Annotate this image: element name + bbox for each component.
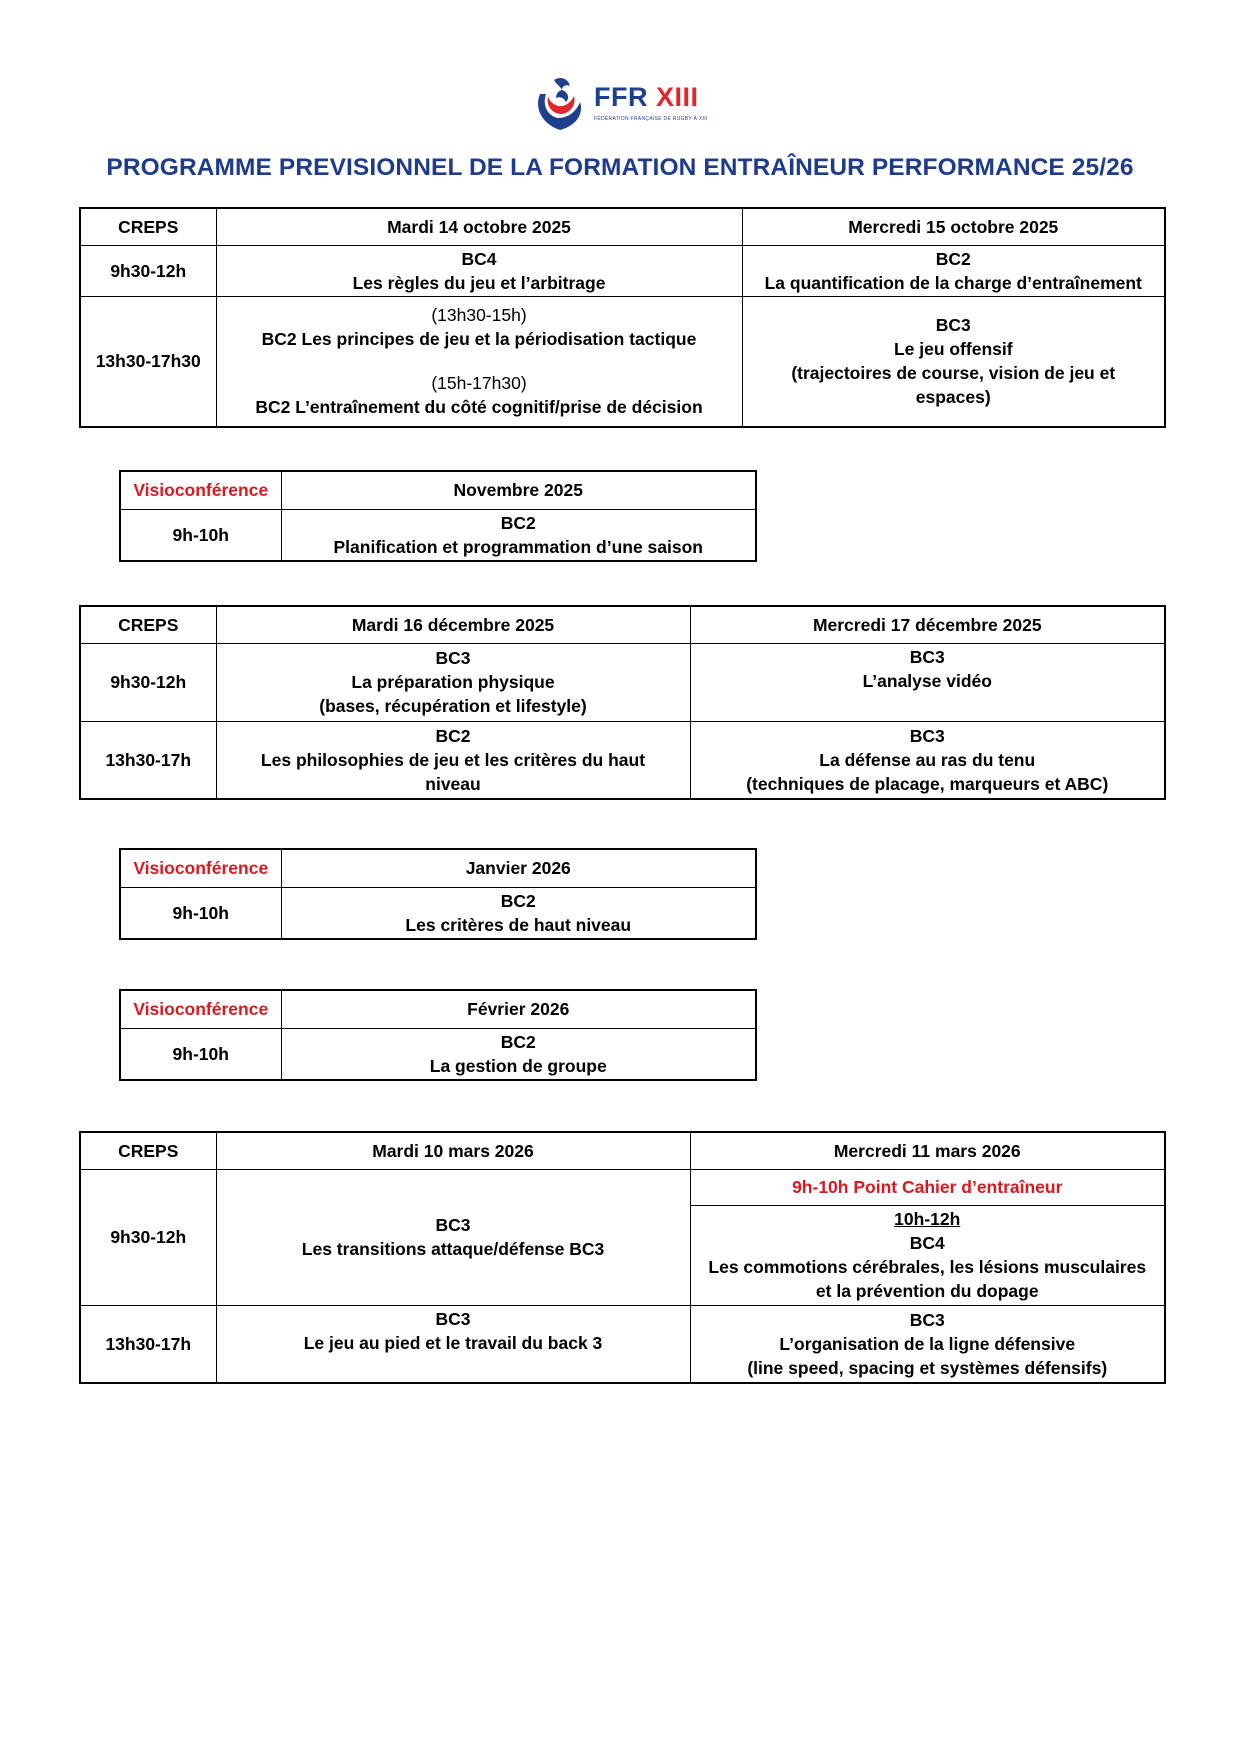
point-cahier-entraineur: 9h-10h Point Cahier d’entraîneur bbox=[690, 1169, 1165, 1205]
session-cell bbox=[216, 643, 690, 721]
time-slot: 13h30-17h30 bbox=[80, 296, 216, 427]
visio-label: Visioconférence bbox=[120, 849, 281, 887]
session-code: BC3 bbox=[909, 725, 945, 746]
time-slot: 13h30-17h bbox=[80, 1305, 216, 1383]
session-detail: (bases, récupération et lifestyle) bbox=[319, 696, 587, 716]
time-slot: 9h-10h bbox=[120, 1028, 281, 1080]
session-title: La défense au ras du tenu bbox=[819, 749, 1036, 770]
time-slot: 9h30-12h bbox=[80, 643, 216, 721]
header-day-1: Mardi 16 décembre 2025 bbox=[216, 606, 690, 643]
schedule-table-october bbox=[79, 207, 1166, 428]
session-cell bbox=[281, 1028, 756, 1080]
visio-table-february bbox=[119, 989, 757, 1081]
session-code: BC2 bbox=[500, 1031, 536, 1052]
logo-brand-accent: XIII bbox=[656, 82, 699, 112]
session-cell bbox=[690, 1205, 1165, 1305]
visio-table-january bbox=[119, 848, 757, 940]
session-title: Les transitions attaque/défense BC3 bbox=[301, 1239, 605, 1259]
session-subtime: (13h30-15h) bbox=[431, 305, 527, 326]
session-code: BC3 bbox=[909, 646, 945, 667]
session-subtime: (15h-17h30) bbox=[431, 373, 527, 394]
session-subtime: 10h-12h bbox=[894, 1209, 961, 1229]
session-cell bbox=[690, 1305, 1165, 1383]
ffr-xiii-logo bbox=[532, 74, 712, 134]
session-title: La quantification de la charge d’entraînement bbox=[764, 272, 1142, 293]
session-code: BC3 bbox=[435, 648, 471, 668]
time-slot: 13h30-17h bbox=[80, 721, 216, 799]
session-code: BC2 bbox=[435, 725, 471, 746]
session-code: BC3 bbox=[935, 315, 971, 336]
rooster-emblem-icon bbox=[532, 74, 590, 134]
session-detail: (line speed, spacing et systèmes défensifs) bbox=[747, 1357, 1108, 1378]
visio-month: Février 2026 bbox=[281, 990, 756, 1028]
visio-label: Visioconférence bbox=[120, 471, 281, 509]
session-code: BC2 bbox=[500, 890, 536, 911]
session-cell bbox=[281, 887, 756, 939]
session-cell bbox=[281, 509, 756, 561]
session-title: La gestion de groupe bbox=[429, 1055, 607, 1076]
visio-table-november bbox=[119, 470, 757, 562]
header-day-1: Mardi 10 mars 2026 bbox=[216, 1132, 690, 1169]
header-day-2: Mercredi 15 octobre 2025 bbox=[742, 208, 1165, 245]
session-cell bbox=[216, 245, 742, 296]
session-title: Les commotions cérébrales, les lésions musculaires bbox=[708, 1257, 1147, 1277]
schedule-table-march bbox=[79, 1131, 1166, 1384]
session-title: niveau bbox=[425, 773, 481, 794]
session-code: BC3 bbox=[909, 1309, 945, 1330]
visio-label: Visioconférence bbox=[120, 990, 281, 1028]
session-title: Le jeu offensif bbox=[893, 339, 1013, 360]
session-title: BC2 L’entraînement du côté cognitif/prise de décision bbox=[255, 397, 703, 418]
session-title: Les philosophies de jeu et les critères du haut bbox=[260, 749, 646, 770]
visio-month: Novembre 2025 bbox=[281, 471, 756, 509]
session-cell bbox=[690, 643, 1165, 721]
time-slot: 9h30-12h bbox=[80, 1169, 216, 1305]
session-code: BC2 bbox=[500, 512, 536, 533]
session-cell bbox=[690, 721, 1165, 799]
session-code: BC4 bbox=[461, 248, 497, 269]
session-title: et la prévention du dopage bbox=[815, 1281, 1039, 1301]
session-cell bbox=[216, 721, 690, 799]
time-slot: 9h30-12h bbox=[80, 245, 216, 296]
session-title: BC2 Les principes de jeu et la périodisation tactique bbox=[261, 329, 697, 350]
header-day-2: Mercredi 17 décembre 2025 bbox=[690, 606, 1165, 643]
page-title: PROGRAMME PREVISIONNEL DE LA FORMATION ENTRAÎNEUR PERFORMANCE 25/26 bbox=[106, 154, 1134, 181]
session-title: Le jeu au pied et le travail du back 3 bbox=[303, 1332, 603, 1353]
session-cell bbox=[742, 245, 1165, 296]
session-title: La préparation physique bbox=[351, 672, 555, 692]
session-cell bbox=[216, 296, 742, 427]
session-code: BC2 bbox=[935, 248, 971, 269]
logo-brand: FFR bbox=[594, 82, 648, 112]
session-cell bbox=[216, 1305, 690, 1383]
session-code: BC3 bbox=[435, 1308, 471, 1329]
session-title: Les règles du jeu et l’arbitrage bbox=[352, 272, 606, 293]
session-detail: (techniques de placage, marqueurs et ABC) bbox=[746, 773, 1109, 794]
time-slot: 9h-10h bbox=[120, 509, 281, 561]
session-cell bbox=[742, 296, 1165, 427]
header-place: CREPS bbox=[80, 1132, 216, 1169]
session-title: Les critères de haut niveau bbox=[405, 914, 632, 935]
logo-tagline: FÉDÉRATION FRANÇAISE DE RUGBY À XIII bbox=[594, 116, 708, 122]
header-place: CREPS bbox=[80, 208, 216, 245]
logo-wordmark bbox=[594, 82, 699, 112]
session-title: L’organisation de la ligne défensive bbox=[779, 1333, 1076, 1354]
header-day-2: Mercredi 11 mars 2026 bbox=[690, 1132, 1165, 1169]
header-place: CREPS bbox=[80, 606, 216, 643]
session-title: L’analyse vidéo bbox=[862, 670, 992, 691]
session-detail: espaces) bbox=[915, 387, 991, 408]
session-code: BC4 bbox=[909, 1233, 945, 1253]
time-slot: 9h-10h bbox=[120, 887, 281, 939]
session-code: BC3 bbox=[435, 1215, 471, 1235]
schedule-table-december bbox=[79, 605, 1166, 800]
session-title: Planification et programmation d’une saison bbox=[333, 536, 703, 557]
session-cell bbox=[216, 1169, 690, 1305]
header-day-1: Mardi 14 octobre 2025 bbox=[216, 208, 742, 245]
session-detail: (trajectoires de course, vision de jeu et bbox=[791, 363, 1116, 384]
visio-month: Janvier 2026 bbox=[281, 849, 756, 887]
